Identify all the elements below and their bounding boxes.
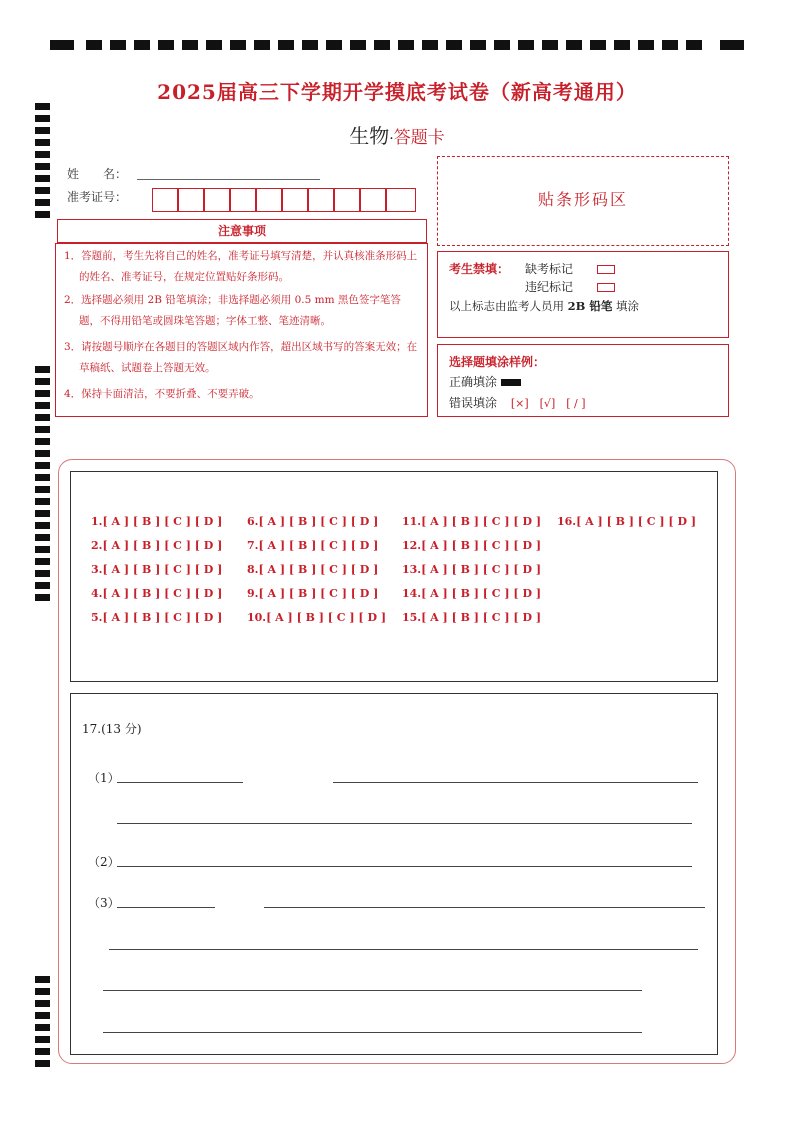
- subject-separator: ·: [389, 131, 394, 147]
- choice-question-6[interactable]: 6.[ A ] [ B ] [ C ] [ D ]: [247, 515, 379, 528]
- part-1-label: （1）: [88, 771, 120, 785]
- answer-line-1c[interactable]: [117, 823, 692, 824]
- choice-question-4[interactable]: 4.[ A ] [ B ] [ C ] [ D ]: [91, 587, 223, 600]
- answer-line-2[interactable]: [117, 866, 692, 867]
- answer-line-1a[interactable]: [117, 782, 243, 783]
- choice-question-12[interactable]: 12.[ A ] [ B ] [ C ] [ D ]: [402, 539, 542, 552]
- notice-title: 注意事项: [217, 224, 266, 238]
- choice-question-14[interactable]: 14.[ A ] [ B ] [ C ] [ D ]: [402, 587, 542, 600]
- part-2-label: （2）: [88, 855, 120, 869]
- name-label: 姓 名：: [67, 167, 128, 181]
- choice-section: [70, 471, 718, 682]
- choice-question-7[interactable]: 7.[ A ] [ B ] [ C ] [ D ]: [247, 539, 379, 552]
- violation-mark-box[interactable]: [597, 283, 615, 292]
- answer-line-1b[interactable]: [333, 782, 698, 783]
- forbidden-note-bold: 2B 铅笔: [567, 299, 613, 313]
- choice-question-15[interactable]: 15.[ A ] [ B ] [ C ] [ D ]: [402, 611, 542, 624]
- notice-item-3: 3．请按题号顺序在各题目的答题区域内作答，超出区域书写的答案无效；在草稿纸、试题卷上答题无效。: [64, 341, 418, 374]
- question-17-title: 17.(13 分): [82, 722, 142, 736]
- forbidden-box: [437, 251, 729, 338]
- notice-item-2: 2．选择题必须用 2B 铅笔填涂；非选择题必须用 0.5 mm 黑色签字笔答题，不得用铅笔或圆珠笔答题；字体工整、笔迹清晰。: [64, 294, 401, 327]
- absent-label: 缺考标记: [525, 262, 574, 276]
- answer-line-3a[interactable]: [117, 907, 215, 908]
- notice-box: [55, 243, 428, 417]
- violation-label: 违纪标记: [525, 280, 574, 294]
- forbidden-note: [449, 298, 639, 314]
- part-3-label: （3）: [88, 896, 120, 910]
- violation-row: [525, 278, 615, 295]
- exam-title: 2025届高三下学期开学摸底考试卷（新高考通用）: [157, 80, 637, 104]
- correct-fill-label: 正确填涂: [449, 375, 498, 389]
- choice-question-13[interactable]: 13.[ A ] [ B ] [ C ] [ D ]: [402, 563, 542, 576]
- name-input-line[interactable]: [137, 179, 320, 180]
- wrong-fill-label: 错误填涂: [449, 396, 498, 410]
- answer-line-3d[interactable]: [103, 990, 642, 991]
- notice-item-4: 4．保持卡面清洁，不要折叠、不要弄破。: [64, 388, 260, 400]
- subject-name: 生物: [349, 124, 390, 148]
- choice-question-10[interactable]: 10.[ A ] [ B ] [ C ] [ D ]: [247, 611, 387, 624]
- choice-question-1[interactable]: 1.[ A ] [ B ] [ C ] [ D ]: [91, 515, 223, 528]
- wrong-fill-row: [449, 394, 586, 411]
- wrong-fill-marks: [×] [√] [ / ]: [510, 397, 586, 410]
- absent-mark-box[interactable]: [597, 265, 615, 274]
- choice-question-8[interactable]: 8.[ A ] [ B ] [ C ] [ D ]: [247, 563, 379, 576]
- choice-question-5[interactable]: 5.[ A ] [ B ] [ C ] [ D ]: [91, 611, 223, 624]
- id-label: 准考证号：: [67, 190, 128, 204]
- fill-example-box: [437, 344, 729, 417]
- choice-question-9[interactable]: 9.[ A ] [ B ] [ C ] [ D ]: [247, 587, 379, 600]
- absent-row: [525, 260, 615, 277]
- barcode-area: [437, 156, 729, 246]
- fill-example-title: 选择题填涂样例：: [449, 355, 546, 369]
- choice-question-2[interactable]: 2.[ A ] [ B ] [ C ] [ D ]: [91, 539, 223, 552]
- correct-fill-sample: [501, 379, 521, 386]
- notice-item-1: 1．答题前，考生先将自己的姓名，准考证号填写清楚，并认真核准条形码上的姓名、准考证号，在规定位置贴好条形码。: [64, 250, 418, 283]
- forbidden-note-text: 以上标志由监考人员用: [449, 299, 564, 313]
- forbidden-label: 考生禁填：: [449, 262, 510, 276]
- card-label: 答题卡: [393, 128, 445, 148]
- correct-fill-row: [449, 373, 521, 390]
- forbidden-note-end: 填涂: [616, 299, 640, 313]
- answer-line-3b[interactable]: [264, 907, 705, 908]
- choice-question-11[interactable]: 11.[ A ] [ B ] [ C ] [ D ]: [402, 515, 542, 528]
- answer-line-3e[interactable]: [103, 1032, 642, 1033]
- barcode-label: 贴条形码区: [537, 190, 628, 209]
- choice-question-16[interactable]: 16.[ A ] [ B ] [ C ] [ D ]: [557, 515, 697, 528]
- subject-heading: [0, 120, 794, 149]
- notice-title-box: [57, 219, 427, 243]
- question-17-section: [70, 693, 718, 1055]
- answer-line-3c[interactable]: [109, 949, 698, 950]
- choice-question-3[interactable]: 3.[ A ] [ B ] [ C ] [ D ]: [91, 563, 223, 576]
